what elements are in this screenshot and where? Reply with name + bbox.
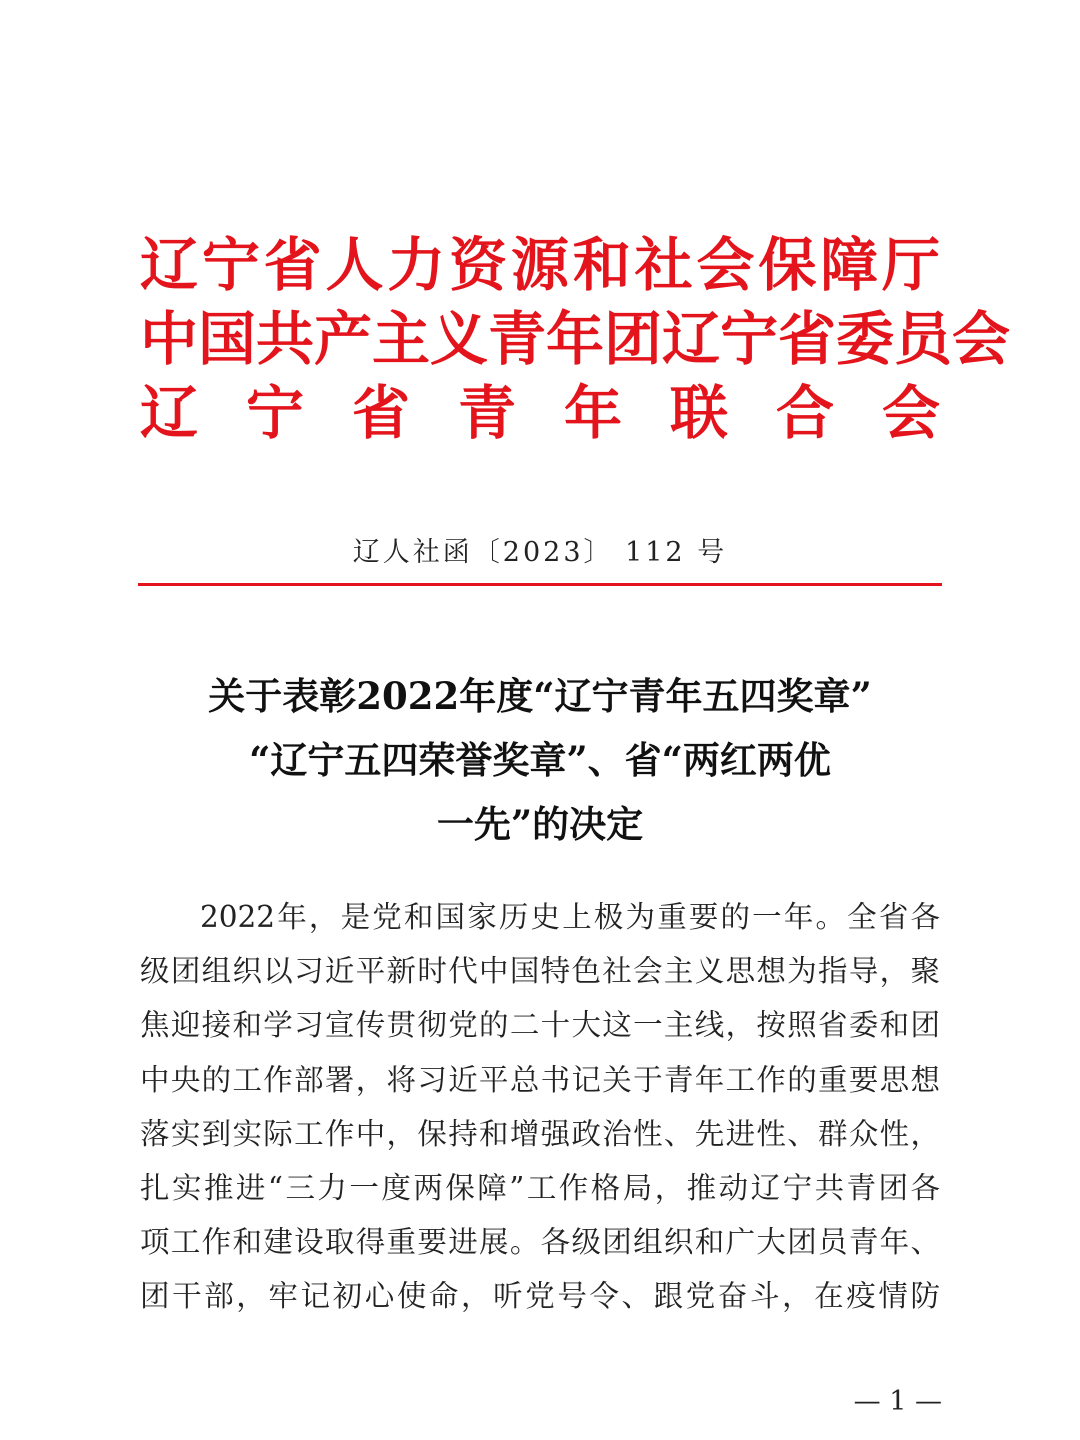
body-line: 中央的工作部署，将习近平总书记关于青年工作的重要思想 (140, 1062, 940, 1097)
body-line: 2022年，是党和国家历史上极为重要的一年。全省各 (200, 900, 940, 934)
title-line: 一先”的决定 (436, 802, 644, 846)
document-number: 辽人社函〔2023〕 112 号 (352, 537, 728, 568)
title-line: 关于表彰2022年度“辽宁青年五四奖章” (208, 674, 872, 718)
body-line: 落实到实际工作中，保持和增强政治性、先进性、群众性， (140, 1116, 940, 1151)
body-line: 团干部，牢记初心使命，听党号令、跟党奋斗，在疫情防 (140, 1279, 940, 1314)
title-line: “辽宁五四荣誉奖章”、省“两红两优 (249, 738, 831, 782)
document-title (140, 664, 940, 856)
issuer-line-youth-federation: 辽 宁 省 青 年 联 合 会 (140, 379, 940, 447)
issuing-authorities-header (140, 228, 1011, 450)
red-divider-line (138, 583, 942, 586)
body-line: 扎实推进“三力一度两保障”工作格局，推动辽宁共青团各 (140, 1170, 940, 1205)
body-line: 焦迎接和学习宣传贯彻党的二十大这一主线，按照省委和团 (140, 1008, 940, 1043)
body-line: 项工作和建设取得重要进展。各级团组织和广大团员青年、 (140, 1225, 940, 1260)
body-paragraph (140, 890, 940, 1324)
issuer-line-youth-league: 中国共产主义青年团辽宁省委员会 (140, 305, 1011, 373)
body-line: 级团组织以习近平新时代中国特色社会主义思想为指导，聚 (140, 954, 940, 989)
page-number: — 1 — (853, 1386, 942, 1417)
issuer-line-hrss: 辽宁省人力资源和社会保障厅 (140, 231, 940, 299)
